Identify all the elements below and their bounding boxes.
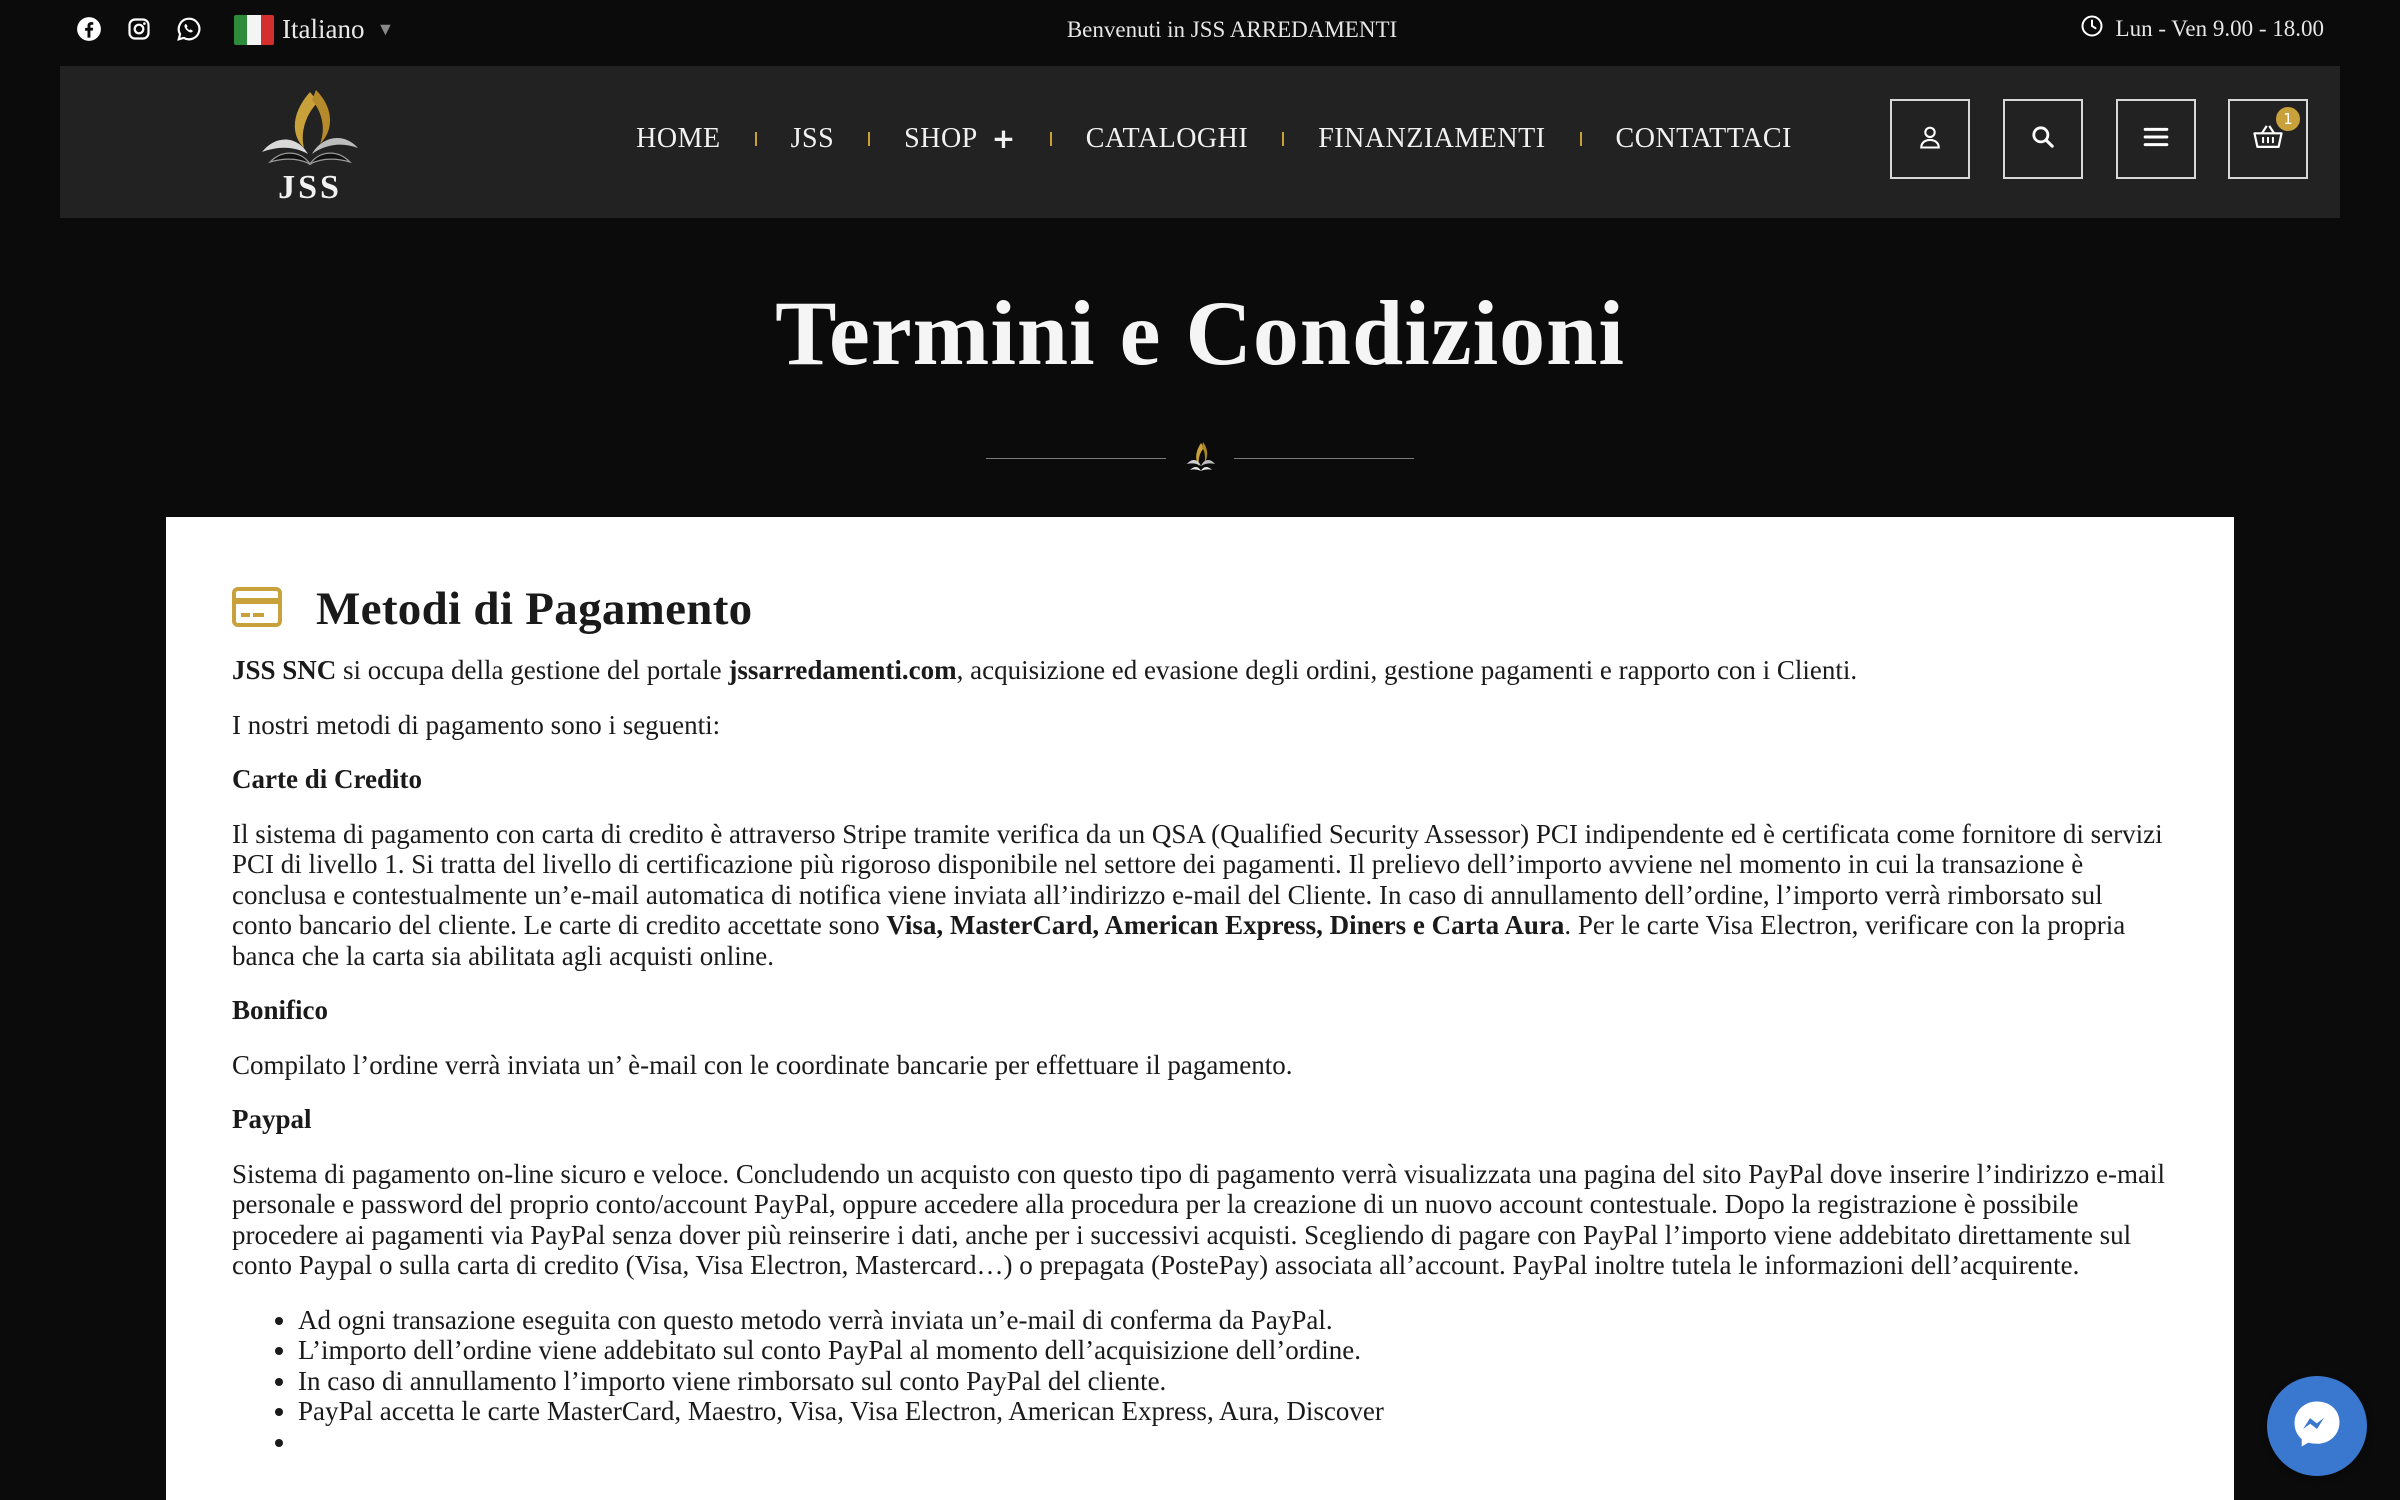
language-label: Italiano [282,14,365,44]
bonifico-heading: Bonifico [232,995,329,1025]
nav-shop[interactable] [904,122,1016,155]
cart-button[interactable] [2228,99,2308,179]
credit-cards-text-end: . Per le carte Visa Electron, verificare con la propria banca che la carta sia abilitata agli acquisti online. [232,910,2126,971]
list-item: • Ad ogni transazione eseguita con questo metodo verrà inviata un’e-mail di conferma da PayPal. [298,1305,2168,1336]
list-item: • In caso di annullamento l’importo viene rimborsato sul conto PayPal del cliente. [298,1366,2168,1397]
search-icon [2030,124,2056,155]
list-item: • PayPal accetta le carte MasterCard, Maestro, Visa, Visa Electron, American Express, Aura, Discover [298,1396,2168,1427]
top-bar [0,0,2400,64]
main-nav [60,122,2340,155]
accepted-cards: Visa, MasterCard, American Express, Diners e Carta Aura [886,910,1565,940]
intro-text: si occupa della gestione del portale [336,655,729,685]
chevron-down-icon: ▼ [376,19,395,39]
list-item [298,1427,2168,1458]
intro-paragraph [232,655,2168,686]
messenger-icon [2290,1397,2344,1456]
credit-card-icon [232,587,282,632]
content-card [166,517,2234,1500]
bonifico-paragraph: Compilato l’ordine verrà inviata un’ è-mail con le coordinate bancarie per effettuare il pagamento. [232,1049,1293,1080]
section-title: Metodi di Pagamento [316,583,753,635]
nav-separator [1580,132,1582,146]
credit-cards-text: Il sistema di pagamento con carta di credito è attraverso Stripe tramite verifica da un QSA (Qualified Security Assessor) PCI indipendente ed è certificata come fornitore di servizi PCI di livello 1. Si tratta del livello di certificazione più rigoroso disponibile nel settore dei pagamenti. Il prelievo dell’importo avviene nel momento in cui la transazione è conclusa e contestualmente un’e-mail automatica di notifica viene inviata all’indirizzo e-mail del Cliente. In caso di annullamento dell’ordine, l’importo verrà rimborsato sul conto bancario del cliente. Le carte di credito accettate sono [232,818,2163,940]
clock-icon [2080,14,2104,44]
title-divider [986,440,1414,476]
account-button[interactable] [1890,99,1970,179]
paypal-paragraph: Sistema di pagamento on-line sicuro e veloce. Concludendo un acquisto con questo tipo di pagamento verrà visualizzata una pagina del sito PayPal dove inserire l’indirizzo e-mail personale e password del proprio conto/account PayPal, oppure accedere alla procedura per la creazione di un nuovo account contestuale. Dopo la registrazione è possibile procedere ai pagamenti via PayPal senza dover più reinserire i dati, anche per i successivi acquisti. Scegliendo di pagare con PayPal l’importo viene addebitato direttamente sul conto Paypal o sulla carta di credito (Visa, Visa Electron, Mastercard…) o prepagata (PostePay) associata all’account. PayPal inoltre tutela le informazioni dell’acquirente. [232,1158,2165,1280]
intro-text-end: , acquisizione ed evasione degli ordini, gestione pagamenti e rapporto con i Clienti. [956,655,1858,685]
logo-ornament-icon [1184,440,1218,481]
list-item: • L’importo dell’ordine viene addebitato sul conto PayPal al momento dell’acquisizione dell’ordine. [298,1335,2168,1366]
methods-intro: I nostri metodi di pagamento sono i seguenti: [232,709,721,740]
nav-finanziamenti[interactable]: FINANZIAMENTI [1318,122,1546,154]
site-name: jssarredamenti.com [728,655,957,685]
search-button[interactable] [2003,99,2083,179]
opening-hours [2080,14,2324,44]
logo-text: JSS [278,169,342,204]
nav-separator [755,132,757,146]
main-header [60,66,2340,218]
nav-separator [1050,132,1052,146]
nav-home[interactable]: HOME [636,122,721,154]
credit-cards-paragraph [232,819,2168,972]
credit-cards-heading: Carte di Credito [232,764,422,794]
nav-contattaci[interactable]: CONTATTACI [1615,122,1792,154]
plus-icon[interactable]: + [991,122,1016,155]
nav-cataloghi[interactable]: CATALOGHI [1085,122,1249,154]
menu-button[interactable] [2116,99,2196,179]
section-header [232,579,2168,639]
nav-separator [868,132,870,146]
hamburger-icon [2143,125,2169,154]
hours-text: Lun - Ven 9.00 - 18.00 [2115,16,2324,41]
nav-jss[interactable]: JSS [790,122,835,154]
nav-shop-label: SHOP [904,122,978,154]
cart-count-badge: 1 [2276,107,2300,131]
user-icon [1916,123,1944,156]
welcome-text: Benvenuti in JSS ARREDAMENTI [1066,17,1398,42]
messenger-chat-button[interactable] [2267,1376,2367,1476]
page-title: Termini e Condizioni [775,282,1625,384]
paypal-list [298,1305,2168,1458]
nav-separator [1282,132,1284,146]
company-name: JSS SNC [232,655,337,685]
paypal-heading: Paypal [232,1104,312,1134]
